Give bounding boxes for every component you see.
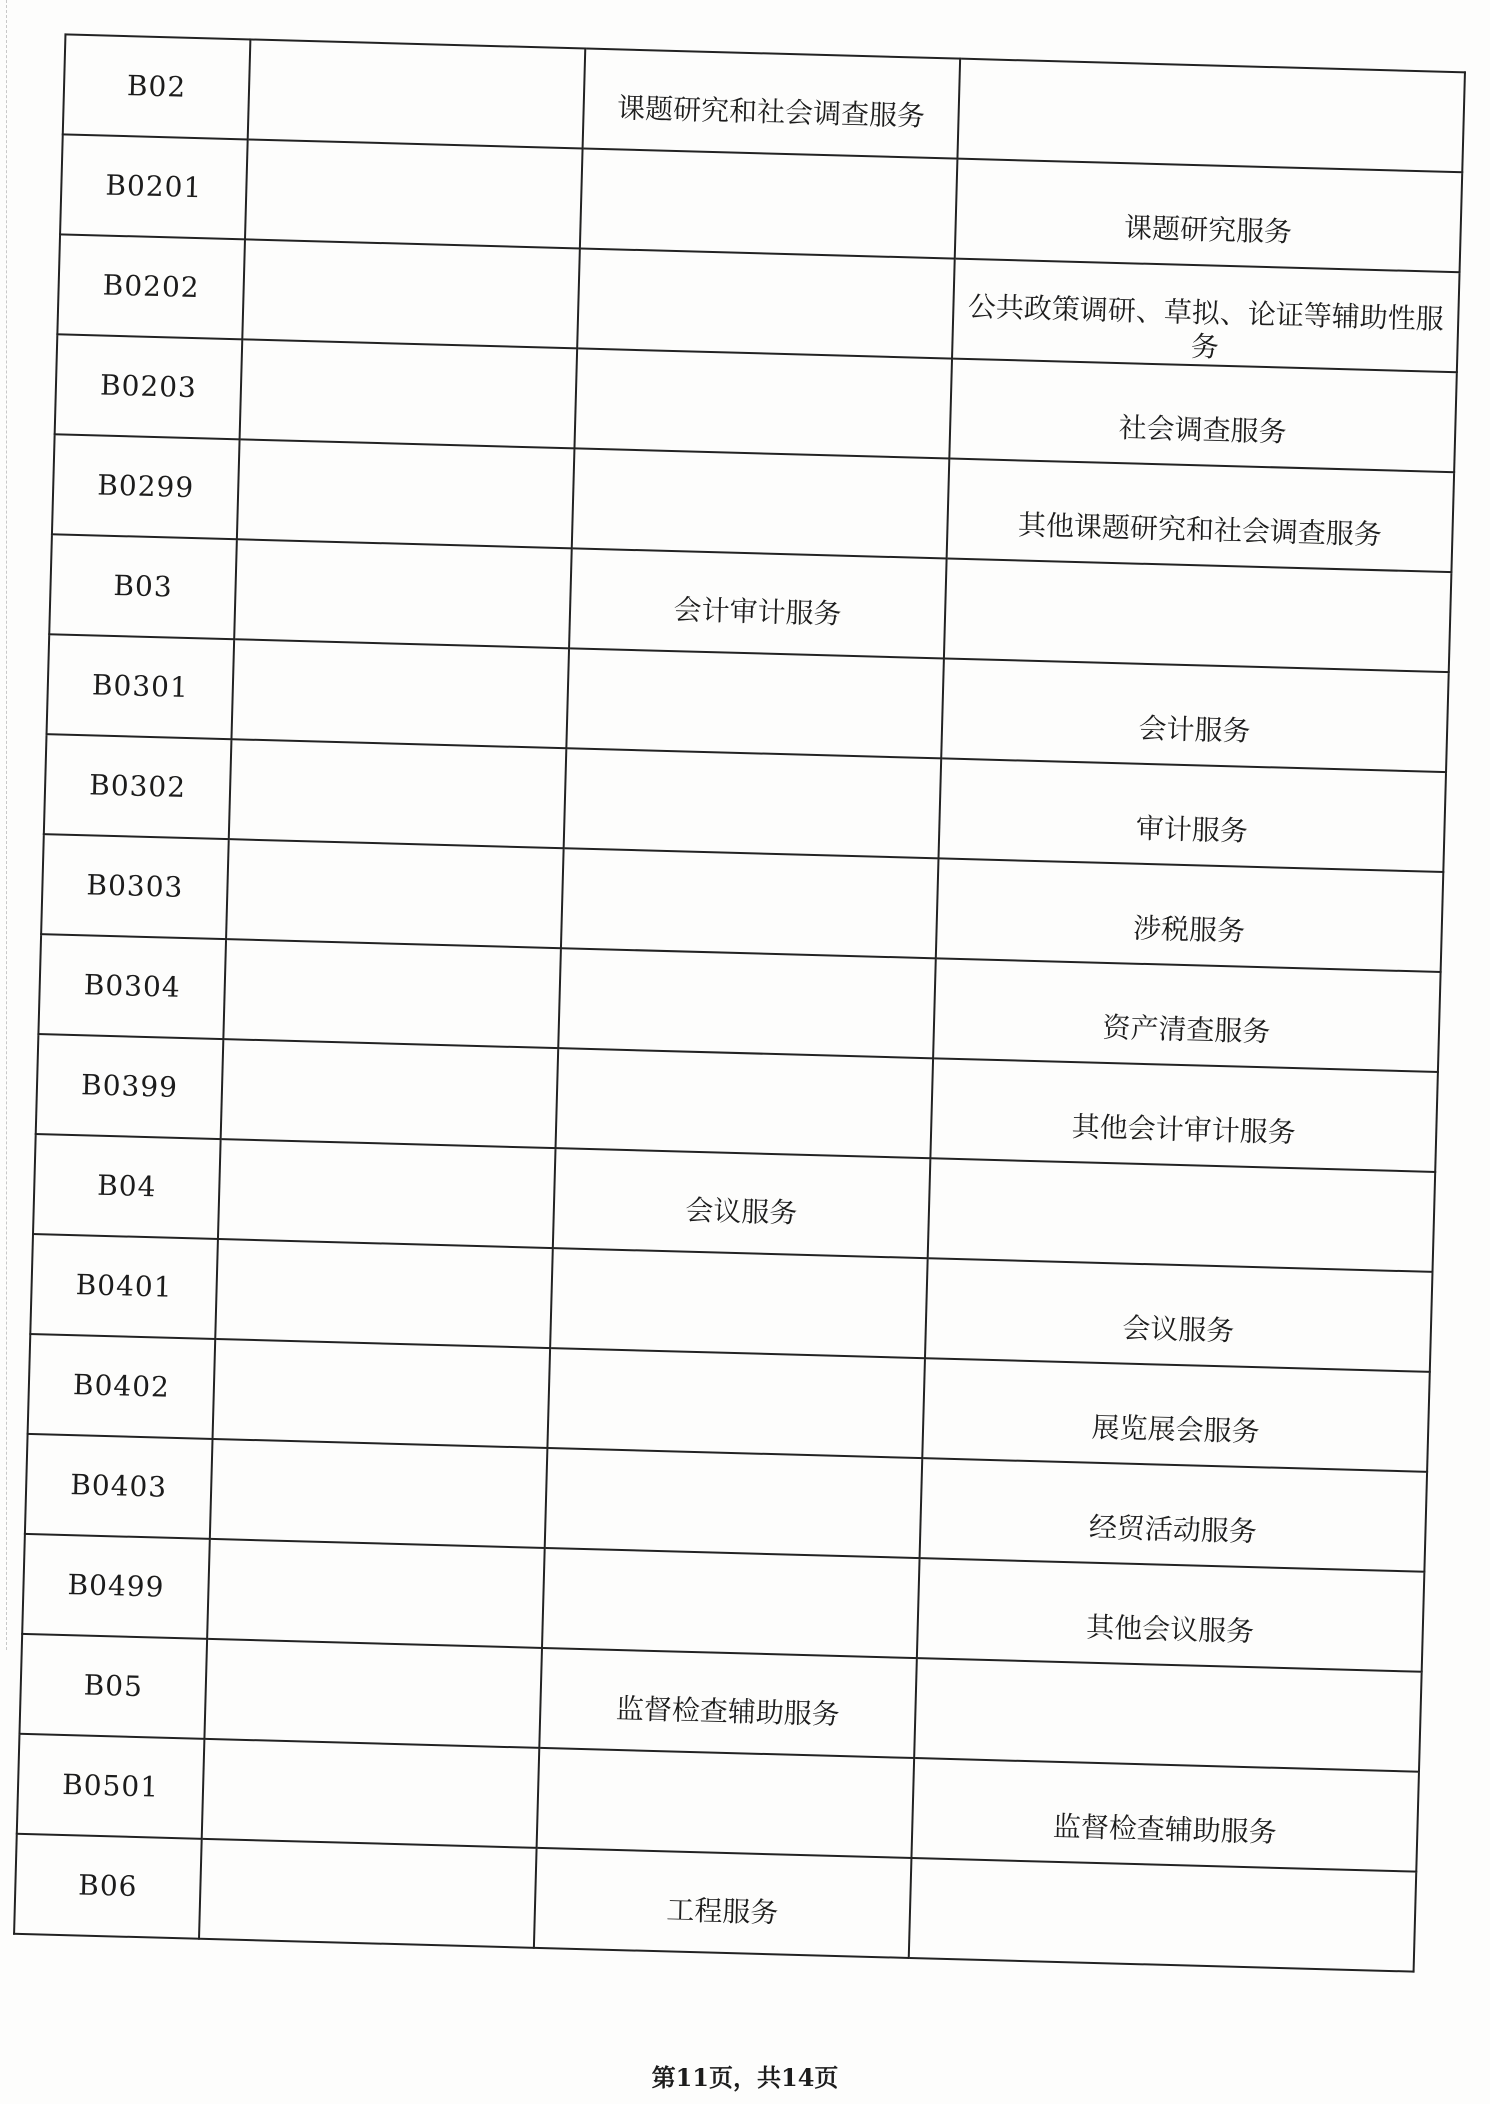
subcategory-cell-text: 会议服务 [684,1193,798,1230]
code-cell: B0499 [22,1534,210,1639]
subcategory-cell-text [587,308,944,318]
category-cell [242,239,580,348]
category-cell [240,339,578,448]
code-cell: B0402 [28,1334,216,1439]
subcategory-cell [550,1248,928,1358]
subcategory-cell [545,1448,923,1558]
subcategory-cell-text [560,1307,917,1317]
item-cell [928,1158,1436,1272]
item-cell-text [924,1723,1411,1736]
item-cell [941,658,1449,772]
item-cell-text [938,1223,1425,1236]
code-cell: B06 [14,1834,202,1939]
item-cell [914,1658,1422,1772]
item-cell [933,958,1441,1072]
subcategory-cell-text [571,907,928,917]
subcategory-cell-text [585,408,942,418]
subcategory-cell [569,548,947,658]
subcategory-cell-text: 课题研究和社会调查服务 [616,91,926,133]
scan-edge-mark [6,0,8,1650]
subcategory-cell-text [558,1407,915,1417]
subcategory-cell [580,148,958,258]
subcategory-cell-text [547,1807,904,1817]
item-cell-text: 监督检查辅助服务 [1052,1809,1278,1849]
category-cell [207,1539,545,1648]
code-cell: B0201 [60,134,248,239]
page-number: 第11页，共14页 [651,2063,839,2092]
subcategory-cell [537,1748,915,1858]
subcategory-cell [534,1848,912,1958]
item-cell [949,359,1457,473]
item-cell-text: 课题研究服务 [1123,211,1293,249]
subcategory-cell-text [568,1007,925,1017]
subcategory-cell-text [574,807,931,817]
item-cell [957,59,1465,173]
item-cell-text: 经贸活动服务 [1088,1510,1258,1549]
item-cell-text: 其他会计审计服务 [1071,1110,1297,1150]
code-cell: B0403 [25,1434,213,1539]
subcategory-cell-text: 会计审计服务 [673,593,843,631]
item-cell [930,1058,1438,1172]
subcategory-cell-text [566,1107,923,1117]
category-cell [204,1639,542,1748]
item-cell [911,1758,1419,1872]
category-cell [248,39,586,148]
category-cell [234,539,572,648]
item-cell [920,1458,1428,1572]
item-cell-text: 展览展会服务 [1091,1410,1261,1449]
code-cell: B0304 [38,934,226,1039]
category-cell [199,1839,537,1948]
code-cell: B03 [49,534,237,639]
service-catalog-table [13,33,1466,1972]
code-cell: B0202 [57,234,245,339]
subcategory-cell [558,948,936,1058]
item-cell-text: 其他会议服务 [1085,1610,1255,1649]
category-cell [202,1739,540,1848]
subcategory-cell [583,49,961,159]
subcategory-cell [572,448,950,558]
item-cell [955,159,1463,273]
item-cell-text: 公共政策调研、草拟、论证等辅助性服务 [967,289,1445,364]
subcategory-cell-text [582,508,939,518]
subcategory-cell-text [552,1607,909,1617]
item-cell-text: 会计服务 [1138,711,1251,748]
code-cell: B04 [33,1134,221,1239]
code-cell: B02 [63,34,251,139]
item-cell-text [967,124,1454,137]
category-cell [237,439,575,548]
subcategory-cell-text [576,708,933,718]
subcategory-cell-text [555,1507,912,1517]
item-cell-text: 社会调查服务 [1118,411,1288,449]
item-cell-text [919,1923,1406,1936]
subcategory-cell [566,648,944,758]
category-cell [245,139,583,248]
code-cell: B0401 [30,1234,218,1339]
code-cell: B0501 [17,1734,205,1839]
code-cell: B0399 [36,1034,224,1139]
subcategory-cell [564,748,942,858]
code-cell: B0302 [44,734,232,839]
item-cell [944,558,1452,672]
subcategory-cell [542,1548,920,1658]
category-cell [229,739,567,848]
code-cell: B05 [19,1634,207,1739]
code-cell: B0299 [52,434,240,539]
item-cell-text: 审计服务 [1135,811,1249,848]
subcategory-cell [574,348,952,458]
code-cell: B0301 [47,634,235,739]
subcategory-cell [539,1648,917,1758]
code-cell: B0203 [55,334,243,439]
subcategory-cell [577,248,955,358]
category-cell [218,1139,556,1248]
item-cell [952,259,1460,373]
item-cell [938,758,1446,872]
item-cell [917,1558,1425,1672]
table-body [14,34,1465,1971]
item-cell-text: 资产清查服务 [1102,1010,1271,1049]
subcategory-cell-text: 工程服务 [665,1893,779,1930]
subcategory-cell [556,1048,934,1158]
item-cell-text: 涉税服务 [1132,911,1246,948]
item-cell [922,1358,1430,1472]
category-cell [221,1039,559,1148]
item-cell-text: 其他课题研究和社会调查服务 [1017,508,1383,552]
item-cell-text [954,624,1441,637]
subcategory-cell [547,1348,925,1458]
category-cell [210,1439,548,1548]
subcategory-cell-text [590,208,947,218]
subcategory-cell [553,1148,931,1258]
category-cell [223,939,561,1048]
item-cell [909,1858,1417,1972]
code-cell: B0303 [41,834,229,939]
scanned-page [12,33,1464,2010]
item-cell [925,1258,1433,1372]
subcategory-cell-text: 监督检查辅助服务 [615,1691,841,1732]
category-cell [231,639,569,748]
category-cell [213,1339,551,1448]
item-cell [936,858,1444,972]
category-cell [215,1239,553,1348]
item-cell-text: 会议服务 [1121,1311,1235,1348]
item-cell [947,459,1455,573]
subcategory-cell [561,848,939,958]
category-cell [226,839,564,948]
